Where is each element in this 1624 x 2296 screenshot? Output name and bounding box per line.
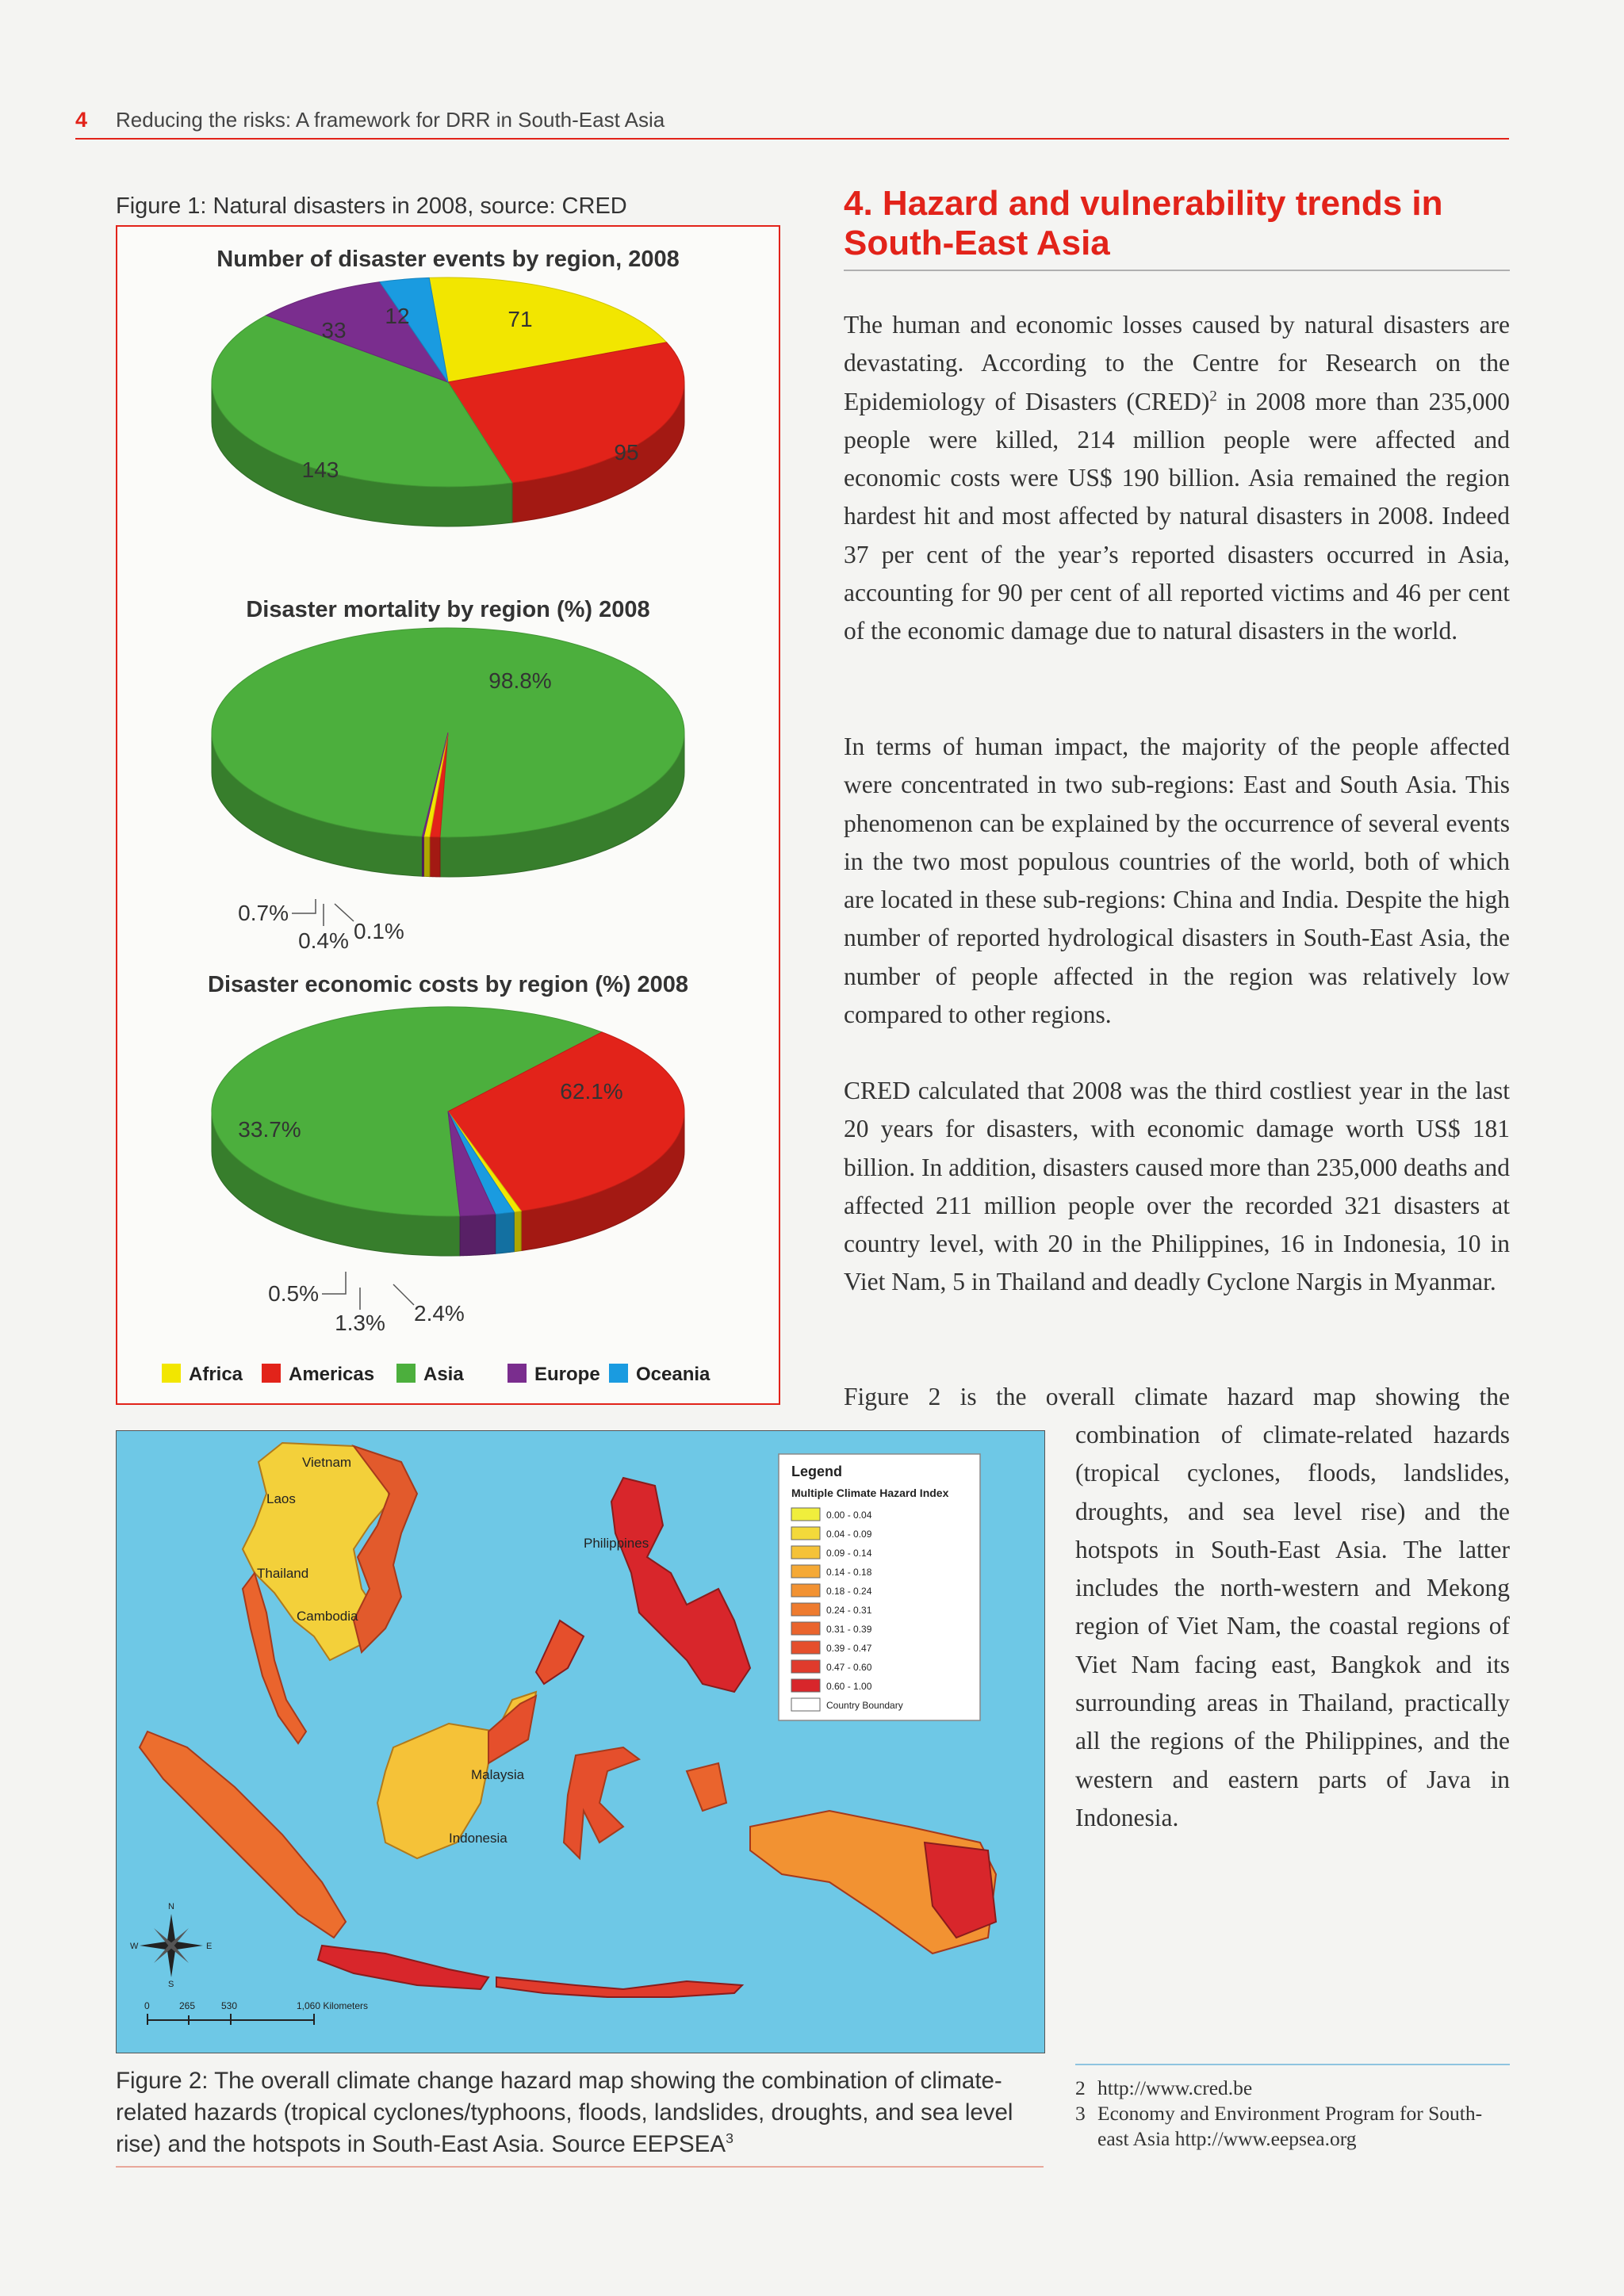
footnote-ref-3: 3 (726, 2130, 733, 2147)
pie1-label-americas: 95 (614, 440, 639, 465)
paragraph-1-text-b: in 2008 more than 235,000 people were killed, 214 million people were affected and economic costs were US$ 190 billion. Asia remained the region hardest hit and most affected by natural disasters in 2008. Indeed 37 per cent of the year’s reported disasters occurred in Asia, accounting for 90 per cent of all reported victims and 46 per cent of the economic damage due to natural disasters in the world. (844, 387, 1510, 645)
footnote-2-number: 2 (1075, 2076, 1086, 2099)
pie2-label-asia: 98.8% (488, 668, 552, 693)
map-legend-label: 0.14 - 0.18 (826, 1567, 872, 1578)
paragraph-4-line1: Figure 2 is the overall climate hazard map showing the (844, 1383, 1510, 1410)
label-philippines: Philippines (584, 1536, 649, 1551)
pie3-wall-oceania (496, 1212, 515, 1254)
map-legend-label: Country Boundary (826, 1700, 903, 1711)
figure1-caption: Figure 1: Natural disasters in 2008, source: CRED (116, 193, 627, 219)
pie2-wall-europe (423, 836, 424, 876)
pie2-label-europe: 0.1% (354, 919, 404, 943)
paragraph-4-rest: combination of climate-related hazards (tropical cyclones, floods, landslides, droughts, and sea level rise) and the hotspots in South-East Asia. The latter includes the north-western and Mekong region of Viet Nam, the coastal regions of Viet Nam facing east, Bangkok and its surrounding areas in Thailand, practically all the regions of the Philippines, and the western and eastern parts of Java in Indonesia. (1075, 1421, 1510, 1831)
pie2-leader-americas (292, 899, 316, 913)
pie3-label-asia: 62.1% (560, 1079, 623, 1104)
footnote-2-text: http://www.cred.be (1097, 2076, 1253, 2099)
pie3-label-oceania: 1.3% (335, 1311, 385, 1335)
footnote-ref-2: 2 (1209, 388, 1217, 405)
chart3-pie (212, 1007, 684, 1335)
map-legend-swatch (791, 1641, 820, 1654)
footnote-3-text-line1: Economy and Environment Program for South- (1097, 2102, 1483, 2125)
figure2-rule (116, 2166, 1044, 2168)
pie3-leader-europe (393, 1284, 414, 1305)
map-legend-label: 0.47 - 0.60 (826, 1662, 872, 1673)
compass-w: W (130, 1942, 139, 1951)
compass-n: N (168, 1902, 174, 1911)
chart2-title: Disaster mortality by region (%) 2008 (246, 597, 650, 622)
pie1-label-europe: 33 (321, 318, 347, 342)
map-legend-label: 0.00 - 0.04 (826, 1510, 872, 1521)
map-legend-swatch (791, 1698, 820, 1711)
map-legend-label: 0.04 - 0.09 (826, 1529, 872, 1540)
map-legend-subtitle: Multiple Climate Hazard Index (791, 1487, 949, 1499)
map-legend-swatch (791, 1527, 820, 1540)
map-legend-label: 0.18 - 0.24 (826, 1586, 872, 1597)
map-legend-title: Legend (791, 1464, 843, 1479)
compass-e: E (206, 1942, 213, 1951)
map-legend-label: 0.60 - 1.00 (826, 1681, 872, 1692)
figure1-legend (162, 1364, 710, 1385)
pie3-label-africa: 0.5% (268, 1281, 319, 1306)
scale-530: 530 (221, 2000, 238, 2011)
legend-label-americas: Americas (289, 1364, 375, 1385)
pie3-leader-africa (322, 1272, 346, 1294)
running-title: Reducing the risks: A framework for DRR in South-East Asia (116, 108, 665, 132)
legend-label-asia: Asia (423, 1364, 464, 1385)
map-legend-swatch (791, 1660, 820, 1673)
chart1-pie (212, 277, 684, 526)
label-thailand: Thailand (257, 1566, 309, 1581)
section-rule (844, 270, 1510, 271)
map-legend-label: 0.24 - 0.31 (826, 1605, 872, 1616)
paragraph-2: In terms of human impact, the majority of the people affected were concentrated in two sub-regions: East and South Asia. This phenomenon can be explained by the occurrence of several events in the two most populous countries of the world, both of which are located in these sub-regions: China and India. Despite the high number of reported hydrological disasters in South-East Asia, the number of people affected in the region was relatively low compared to other regions. (844, 733, 1510, 1029)
legend-label-europe: Europe (534, 1364, 600, 1385)
figure1-charts (116, 225, 780, 1405)
footnote-3 (1075, 2101, 1519, 2152)
footnote-3-number: 3 (1075, 2102, 1086, 2125)
legend-swatch-africa (162, 1364, 181, 1383)
legend-swatch-americas (262, 1364, 281, 1383)
hazard-map (116, 1430, 1045, 2053)
pie1-label-oceania: 12 (385, 304, 410, 328)
header-rule (75, 138, 1509, 140)
pie2-leader-europe (335, 904, 354, 921)
map-legend-swatch (791, 1584, 820, 1597)
pie2-label-americas: 0.7% (238, 901, 289, 925)
map-legend-swatch (791, 1565, 820, 1578)
pie3-label-americas: 33.7% (238, 1117, 301, 1142)
footnote-rule (1075, 2064, 1510, 2065)
figure2-caption (116, 2065, 1044, 2160)
scale-0: 0 (144, 2000, 150, 2011)
map-legend-swatch (791, 1546, 820, 1559)
pie2-wall-africa (423, 836, 429, 876)
legend-swatch-europe (508, 1364, 527, 1383)
legend-swatch-oceania (609, 1364, 628, 1383)
map-legend-swatch (791, 1603, 820, 1616)
pie2-label-africa: 0.4% (298, 928, 349, 953)
label-vietnam: Vietnam (302, 1455, 352, 1470)
legend-label-africa: Africa (189, 1364, 243, 1385)
label-cambodia: Cambodia (297, 1609, 358, 1624)
map-legend-label: 0.31 - 0.39 (826, 1624, 872, 1635)
scale-265: 265 (179, 2000, 196, 2011)
chart1-title: Number of disaster events by region, 2008 (216, 247, 680, 272)
map-legend-label: 0.09 - 0.14 (826, 1548, 872, 1559)
map-legend-swatch (791, 1679, 820, 1692)
pie3-wall-africa (514, 1211, 521, 1252)
figure2-caption-text: Figure 2: The overall climate change hazard map showing the combination of climate-related hazards (tropical cyclones/typhoons, floods, landslides, droughts, and sea level rise) and the hotspots in South-East Asia. Source EEPSEA (116, 2068, 1013, 2157)
legend-swatch-asia (396, 1364, 416, 1383)
legend-label-oceania: Oceania (636, 1364, 710, 1385)
label-laos: Laos (266, 1491, 296, 1506)
map-legend-swatch (791, 1622, 820, 1635)
paragraph-3: CRED calculated that 2008 was the third costliest year in the last 20 years for disasters, with economic damage worth US$ 181 billion. In addition, disasters caused more than 235,000 deaths and affected 211 million people over the recorded 321 disasters at country level, with 20 in the Philippines, 16 in Indonesia, 10 in Viet Nam, 5 in Thailand and deadly Cyclone Nargis in Myanmar. (844, 1077, 1510, 1296)
pie1-label-asia: 143 (301, 457, 339, 482)
pie2-wall-americas (430, 837, 440, 877)
page-number: 4 (75, 108, 88, 132)
footnote-2 (1075, 2076, 1252, 2101)
label-malaysia: Malaysia (471, 1767, 525, 1782)
pie3-wall-europe (460, 1214, 496, 1256)
chart2-pie (212, 628, 684, 953)
footnote-3-text-line2: east Asia http://www.eepsea.org (1097, 2127, 1357, 2150)
map-legend-label: 0.39 - 0.47 (826, 1643, 872, 1654)
map-legend-swatch (791, 1508, 820, 1521)
section-title: 4. Hazard and vulnerability trends in South-East Asia (844, 184, 1443, 262)
paragraph-1-text-a: The human and economic losses caused by natural disasters are devastating. According to the Centre for Research on the Epidemiology of Disasters (CRED) (844, 311, 1510, 415)
compass-s: S (168, 1980, 174, 1989)
pie1-label-africa: 71 (508, 307, 533, 331)
label-indonesia: Indonesia (449, 1831, 508, 1846)
chart3-title: Disaster economic costs by region (%) 2008 (208, 972, 688, 997)
pie3-label-europe: 2.4% (414, 1301, 465, 1326)
paragraph-1 (844, 306, 1510, 651)
scale-1060: 1,060 Kilometers (297, 2000, 369, 2011)
